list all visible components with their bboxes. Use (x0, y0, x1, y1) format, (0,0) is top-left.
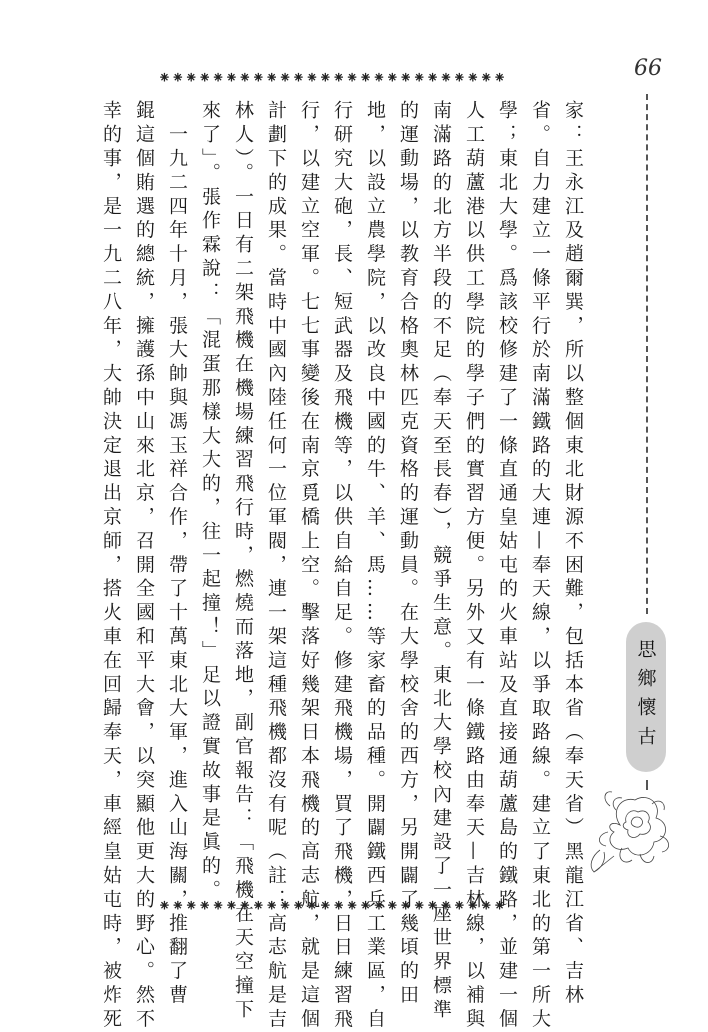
section-tab (626, 622, 666, 772)
margin-dash-line (646, 94, 648, 614)
text-column: 計劃下的成果。當時中國內陸任何一位軍閥，連一架這種飛機都沒有呢（註：高志航是吉 (265, 100, 287, 1032)
text-column: 人工葫蘆港以供工學院的學子們的實習方便。另外又有一條鐵路由奉天—吉林線，以補與 (463, 100, 485, 1032)
text-column: 錕這個賄選的總統，擁護孫中山來北京，召開全國和平大會，以突顯他更大的野心。然不 (133, 100, 155, 1032)
text-column: 幸的事，是一九二八年，大帥決定退出京師，搭火車在回歸奉天，車經皇姑屯時，被炸死 (100, 100, 122, 1032)
peony-flower-icon (580, 770, 690, 880)
text-column: 行，以建立空軍。七七事變後在南京覓橋上空。擊落好幾架日本飛機的高志航，就是這個 (298, 100, 320, 1032)
section-tab-label: 思鄉懷古 (634, 639, 657, 755)
text-column: 南滿路的北方半段的不足（奉天至長春），競爭生意。東北大學校內建設了一座世界標準 (430, 100, 452, 1023)
text-column: 家：王永江及趙爾巽，所以整個東北財源不困難，包括本省（奉天省）黑龍江省、吉林 (562, 100, 584, 1009)
text-column: 行研究大砲，長、短武器及飛機等，以供自給自足。修建飛機場，買了飛機，日日練習飛 (331, 100, 353, 1032)
border-top: ⁕⁕⁕⁕⁕⁕⁕⁕⁕⁕⁕⁕⁕⁕⁕⁕⁕⁕⁕⁕⁕⁕⁕⁕⁕⁕ (157, 68, 507, 87)
page-number: 66 (634, 56, 662, 81)
text-column: 林人）。一日有二架飛機在機場練習飛行時，燃燒而落地，副官報告：「飛機在天空撞下 (232, 100, 254, 1023)
text-column: 的運動場，以教育合格奧林匹克資格的運動員。在大學校舍的西方，另開闢了幾頃的田 (397, 100, 419, 1009)
text-column: 學；東北大學。爲該校修建了一條直通皇姑屯的火車站及直接通葫蘆島的鐵路，並建一個 (496, 100, 518, 1032)
border-bottom: ⁕⁕⁕⁕⁕⁕⁕⁕⁕⁕⁕⁕⁕⁕⁕⁕⁕⁕⁕⁕⁕⁕⁕⁕⁕⁕ (157, 896, 507, 915)
text-column: 地，以設立農學院，以改良中國的牛、羊、馬……等家畜的品種。開闢鐵西兵工業區，自 (364, 100, 386, 1032)
text-column: 省。自力建立一條平行於南滿鐵路的大連—奉天線，以爭取路線。建立了東北的第一所大 (529, 100, 551, 1032)
text-column: 來了」。張作霖說：「混蛋那樣大大的，往一起撞！」足以證實故事是眞的。 (199, 100, 221, 904)
text-column: 一九二四年十月，張大帥與馮玉祥合作，帶了十萬東北大軍，進入山海關，推翻了曹 (166, 100, 188, 1009)
body-text (100, 100, 588, 1032)
